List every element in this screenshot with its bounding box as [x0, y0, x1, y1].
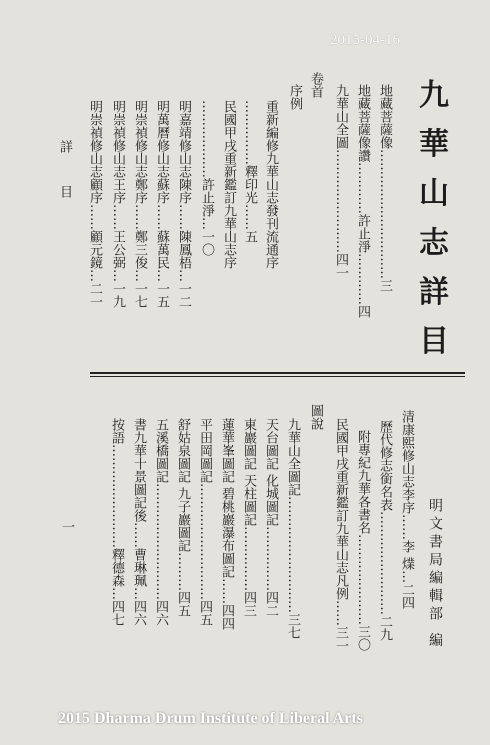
toc-entry: 民國甲戌重新鑑訂九華山志凡例……三一 — [333, 418, 348, 652]
divider-rule — [90, 376, 465, 377]
toc-entry: 東巖圖記 天柱圖記……………四三 — [241, 418, 256, 618]
toc-entry: 五溪橋圖記………………………四六 — [153, 418, 168, 626]
toc-entry: 平田岡圖記………………………四五 — [197, 418, 212, 626]
toc-entry: 舒姑泉圖記 九子巖圖記………四五 — [175, 418, 190, 618]
toc-entry: 蓮華峯圖記 碧桃巖瀑布圖記……四四 — [219, 418, 234, 631]
toc-entry: 清康熙修山志李序……李 㸁…二四 — [399, 410, 414, 610]
section-heading: 卷首 — [308, 72, 323, 98]
toc-entry: 明崇禎修山志王序……王公弼…一九 — [110, 100, 125, 308]
watermark: 2015 Dharma Drum Institute of Liberal Arts — [58, 710, 363, 727]
title-char: 志 — [419, 225, 449, 261]
title-char: 華 — [419, 127, 449, 163]
toc-entry: 九華山全圖……………………四一 — [333, 84, 348, 279]
toc-entry: 民國甲戌重新鑑訂九華山志序 — [221, 100, 236, 269]
toc-entry: 地藏菩薩像…………………………三 — [377, 84, 392, 292]
title-char: 山 — [419, 176, 449, 212]
page-number: 一 — [59, 520, 74, 533]
toc-entry: 按語……………………釋德森…四七 — [109, 418, 124, 626]
section-heading: 序例 — [287, 84, 302, 110]
date-stamp: 2015-04-16 — [330, 32, 400, 48]
title-char: 詳 — [419, 274, 449, 310]
toc-entry: 明崇禎修山志鄭序……鄭三俊…一七 — [132, 100, 147, 308]
toc-entry: 書九華十景圖記後……曹琳珮…四六 — [131, 418, 146, 626]
title-char: 目 — [419, 323, 449, 359]
toc-entry: 明萬曆修山志蘇序……蘇萬民…一五 — [154, 100, 169, 308]
toc-entry: 天台圖記 化城圖記……………四二 — [263, 418, 278, 618]
toc-entry: ……………釋印光……五 — [242, 100, 257, 243]
toc-entry: 歷代修志銜名表……………………二九 — [377, 420, 392, 641]
toc-entry: 重新編修九華山志發刊流通序 — [263, 100, 278, 269]
publisher: 明文書局編輯部 編 — [427, 498, 443, 651]
divider-rule — [90, 372, 465, 374]
toc-entry: 附專紀九華各書名…………………三〇 — [355, 430, 370, 651]
toc-entry: 地藏菩薩像讚…………許止淨…………四 — [355, 84, 370, 318]
toc-entry: 九華山全圖記………………………三七 — [285, 418, 300, 639]
title-char: 九 — [419, 78, 449, 113]
section-heading: 圖說 — [308, 404, 323, 430]
toc-entry: ………………許止淨…一〇 — [199, 100, 214, 256]
toc-entry: 明崇禎修山志顧序……顧元鏡…二一 — [87, 100, 102, 308]
page-title — [414, 70, 454, 360]
running-head: 詳 目 — [57, 140, 72, 213]
toc-entry: 明嘉靖修山志陳序……陳鳳梧…一二 — [176, 100, 191, 308]
